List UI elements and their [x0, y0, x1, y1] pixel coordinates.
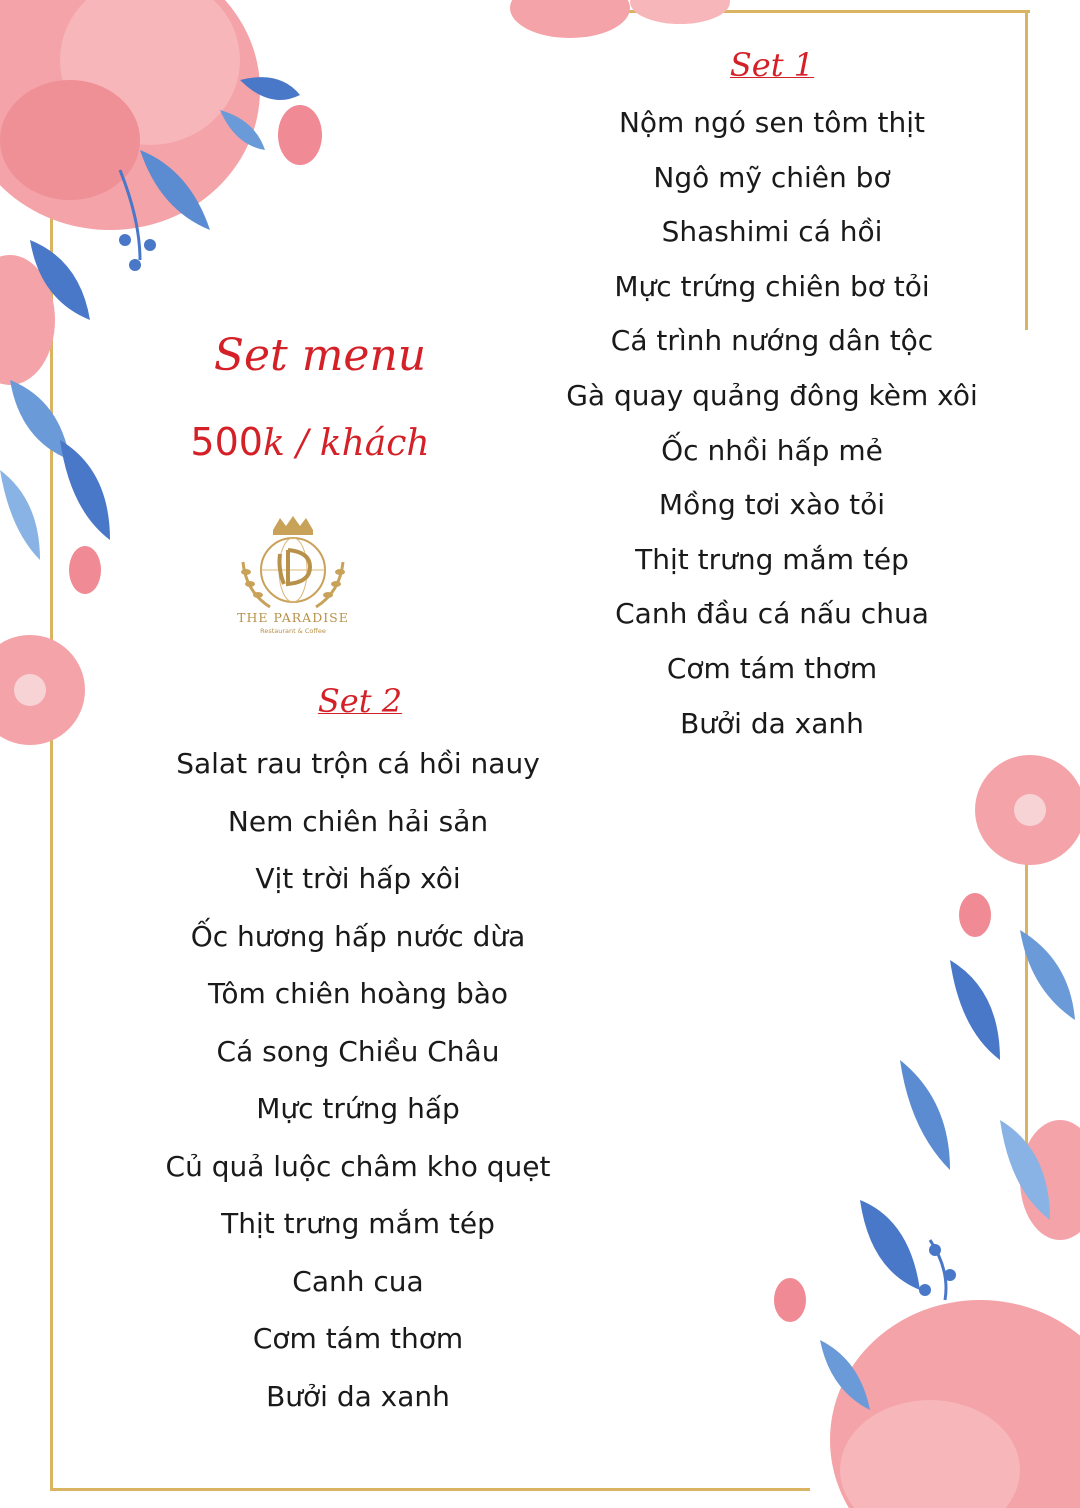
- dish-item: Shashimi cá hồi: [661, 215, 883, 249]
- dish-item: Ốc hương hấp nước dừa: [190, 919, 526, 953]
- set1-title: Set 1: [729, 46, 815, 84]
- price-number: 500: [190, 420, 263, 464]
- menu-title: Set menu: [213, 330, 427, 381]
- dish-item: Nộm ngó sen tôm thịt: [618, 106, 926, 139]
- menu-price: [150, 420, 470, 464]
- restaurant-logo: [218, 512, 368, 642]
- frame-right-lower-line: [1025, 860, 1028, 1160]
- set1-dish-list: [560, 96, 984, 751]
- frame-top-line: [520, 10, 1030, 13]
- dish-item: Nem chiên hải sản: [227, 804, 489, 838]
- bottom-right-flowers: [774, 755, 1080, 1508]
- frame-bottom-line: [50, 1488, 810, 1491]
- dish-item: Salat rau trộn cá hồi nauy: [176, 747, 540, 780]
- dish-item: Củ quả luộc châm kho quẹt: [165, 1149, 551, 1183]
- dish-item: Ngô mỹ chiên bơ: [653, 160, 891, 194]
- dish-item: Mực trứng hấp: [256, 1092, 460, 1125]
- dish-item: Thịt trưng mắm tép: [221, 1207, 495, 1240]
- dish-item: Canh cua: [292, 1264, 424, 1298]
- dish-item: Vịt trời hấp xôi: [255, 862, 461, 895]
- dish-item: Bưởi da xanh: [680, 706, 864, 740]
- logo-emblem-icon: [218, 512, 368, 612]
- price-unit: k / khách: [262, 423, 430, 464]
- set2-title: Set 2: [317, 682, 403, 720]
- dish-item: Cơm tám thơm: [666, 651, 878, 685]
- dish-item: Gà quay quảng đông kèm xôi: [566, 378, 978, 412]
- dish-item: Cơm tám thơm: [252, 1322, 464, 1355]
- dish-item: Cá song Chiều Châu: [216, 1034, 500, 1068]
- dish-item: Tôm chiên hoàng bào: [207, 977, 509, 1010]
- dish-item: Canh đầu cá nấu chua: [615, 597, 929, 631]
- dish-item: Bưởi da xanh: [266, 1379, 450, 1413]
- frame-left-line: [50, 200, 53, 1490]
- logo-brand-name: THE PARADISE: [237, 610, 349, 625]
- set2-dish-list: [140, 735, 576, 1425]
- dish-item: Cá trình nướng dân tộc: [610, 324, 934, 358]
- dish-item: Mồng tơi xào tỏi: [658, 488, 886, 522]
- frame-right-line: [1025, 10, 1028, 330]
- logo-subtitle: Restaurant & Coffee: [260, 627, 326, 635]
- dish-item: Ốc nhồi hấp mẻ: [661, 433, 883, 467]
- dish-item: Mực trứng chiên bơ tỏi: [614, 269, 930, 303]
- dish-item: Thịt trưng mắm tép: [635, 542, 909, 576]
